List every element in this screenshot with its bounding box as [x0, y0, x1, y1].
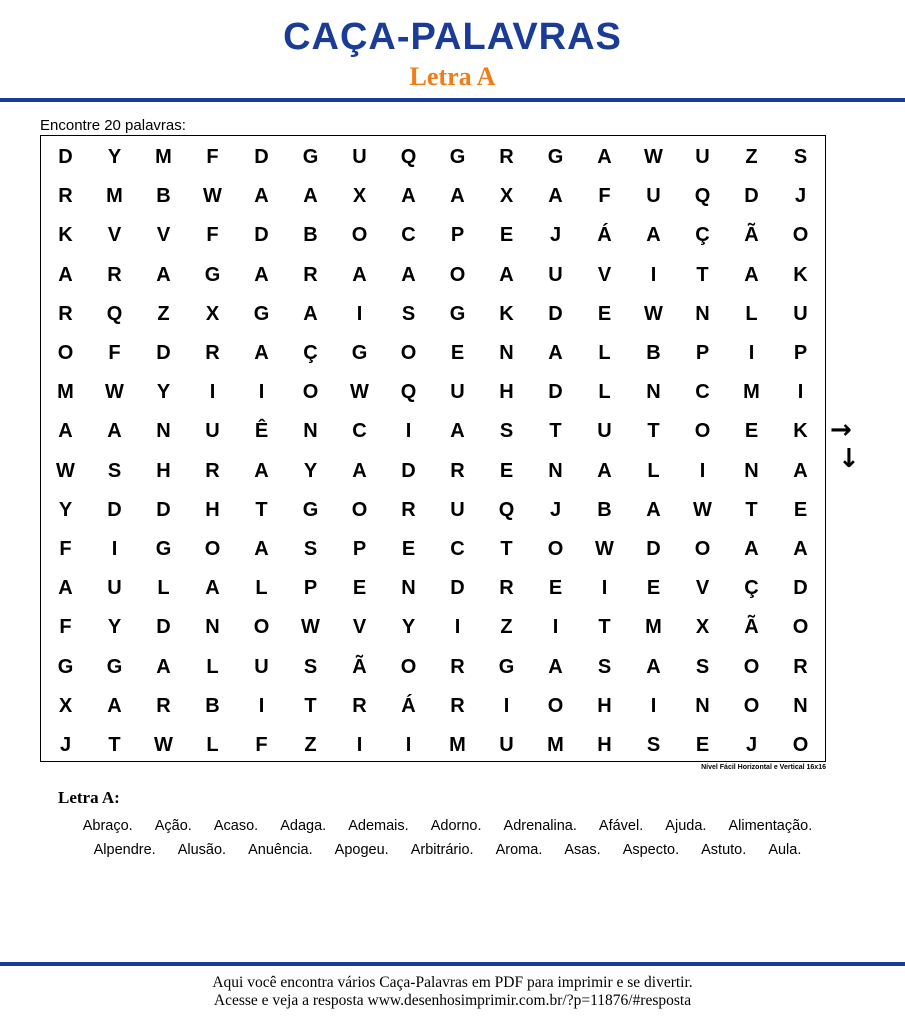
grid-letter: O — [400, 655, 417, 678]
grid-letter: U — [499, 733, 514, 756]
grid-letter: A — [205, 577, 220, 600]
grid-letter: G — [57, 655, 74, 678]
grid-letter: X — [352, 185, 367, 208]
grid-letter: X — [499, 185, 514, 208]
word-list-item: Astuto. — [701, 841, 747, 858]
grid-letter: I — [699, 459, 706, 482]
arrow-right-icon: → — [830, 415, 852, 445]
grid-letter: E — [401, 537, 416, 560]
grid-letter: Ã — [744, 224, 759, 247]
grid-letter: D — [254, 146, 269, 169]
grid-letter: Ç — [744, 577, 759, 600]
grid-letter: J — [549, 224, 562, 247]
grid-letter: V — [107, 224, 122, 247]
difficulty-note: Nível Fácil Horizontal e Vertical 16x16 — [701, 764, 826, 771]
grid-letter: R — [303, 263, 318, 286]
grid-letter: I — [601, 577, 608, 600]
grid-letter: X — [695, 616, 710, 639]
grid-letter: W — [644, 302, 663, 325]
grid-letter: A — [58, 420, 73, 443]
grid-letter: B — [205, 694, 220, 717]
grid-letter: W — [693, 498, 712, 521]
grid-letter: N — [303, 420, 318, 443]
grid-letter: A — [254, 263, 269, 286]
grid-letter: K — [58, 224, 73, 247]
word-list-item: Aroma. — [495, 841, 543, 858]
grid-letter: N — [401, 577, 416, 600]
grid-letter: L — [598, 342, 611, 365]
puzzle-instruction: Encontre 20 palavras: — [40, 117, 186, 134]
grid-letter: R — [450, 694, 465, 717]
grid-letter: L — [647, 459, 660, 482]
grid-letter: T — [598, 616, 611, 639]
grid-letter: M — [743, 381, 760, 404]
grid-letter: F — [108, 342, 121, 365]
grid-letter: Z — [500, 616, 513, 639]
grid-letter: H — [597, 694, 612, 717]
grid-letter: G — [547, 146, 564, 169]
grid-letter: S — [597, 655, 612, 678]
grid-letter: Q — [400, 381, 417, 404]
grid-letter: Y — [107, 146, 122, 169]
grid-letter: R — [499, 146, 514, 169]
grid-letter: T — [647, 420, 660, 443]
word-list — [50, 815, 845, 862]
grid-letter: O — [743, 655, 760, 678]
grid-letter: T — [304, 694, 317, 717]
grid-letter: U — [646, 185, 661, 208]
grid-letter: I — [650, 694, 657, 717]
grid-letter: F — [59, 537, 72, 560]
grid-letter: D — [793, 577, 808, 600]
footer — [0, 974, 905, 1010]
grid-letter: A — [744, 263, 759, 286]
grid-letter: O — [547, 537, 564, 560]
grid-letter: D — [254, 224, 269, 247]
grid-letter: K — [793, 263, 808, 286]
grid-letter: O — [547, 694, 564, 717]
grid-letter: S — [793, 146, 808, 169]
grid-letter: A — [352, 263, 367, 286]
grid-letter: D — [156, 342, 171, 365]
grid-letter: A — [352, 459, 367, 482]
grid-letter: W — [350, 381, 369, 404]
grid-letter: K — [793, 420, 808, 443]
word-search-grid — [41, 138, 825, 765]
grid-letter: A — [107, 420, 122, 443]
grid-letter: N — [744, 459, 759, 482]
grid-letter: A — [156, 655, 171, 678]
grid-letter: F — [598, 185, 611, 208]
grid-letter: A — [793, 459, 808, 482]
grid-letter: X — [58, 694, 73, 717]
grid-letter: P — [793, 342, 808, 365]
grid-letter: A — [646, 498, 661, 521]
grid-letter: O — [351, 498, 368, 521]
grid-letter: V — [352, 616, 367, 639]
grid-letter: W — [56, 459, 75, 482]
grid-letter: N — [695, 302, 710, 325]
grid-letter: B — [303, 224, 318, 247]
grid-letter: D — [156, 498, 171, 521]
grid-letter: O — [253, 616, 270, 639]
grid-letter: E — [646, 577, 661, 600]
grid-letter: I — [405, 420, 412, 443]
grid-letter: G — [498, 655, 515, 678]
grid-letter: G — [449, 146, 466, 169]
grid-letter: M — [449, 733, 466, 756]
grid-letter: G — [302, 498, 319, 521]
grid-letter: I — [454, 616, 461, 639]
grid-letter: O — [694, 420, 711, 443]
grid-letter: D — [548, 302, 563, 325]
grid-letter: I — [503, 694, 510, 717]
grid-letter: G — [106, 655, 123, 678]
grid-letter: O — [743, 694, 760, 717]
grid-letter: K — [499, 302, 514, 325]
header-divider — [0, 98, 905, 102]
grid-letter: J — [549, 498, 562, 521]
grid-letter: O — [204, 537, 221, 560]
grid-letter: I — [748, 342, 755, 365]
grid-letter: V — [156, 224, 171, 247]
grid-letter: E — [793, 498, 808, 521]
grid-letter: W — [644, 146, 663, 169]
page-subtitle: Letra A — [409, 62, 496, 91]
grid-letter: B — [156, 185, 171, 208]
grid-letter: Z — [304, 733, 317, 756]
grid-letter: D — [548, 381, 563, 404]
grid-letter: C — [450, 537, 465, 560]
grid-letter: A — [254, 342, 269, 365]
grid-letter: A — [548, 185, 563, 208]
word-list-item: Adorno. — [430, 818, 482, 834]
grid-letter: L — [255, 577, 268, 600]
grid-letter: Y — [156, 381, 171, 404]
grid-letter: N — [646, 381, 661, 404]
grid-letter: G — [253, 302, 270, 325]
word-list-heading: Letra A: — [58, 788, 120, 807]
grid-letter: N — [205, 616, 220, 639]
grid-letter: R — [793, 655, 808, 678]
word-list-item: Afável. — [598, 818, 644, 834]
grid-letter: A — [401, 185, 416, 208]
grid-letter: T — [696, 263, 709, 286]
grid-letter: Y — [303, 459, 318, 482]
footer-divider — [0, 962, 905, 966]
grid-letter: C — [352, 420, 367, 443]
grid-letter: Q — [498, 498, 515, 521]
grid-letter: E — [352, 577, 367, 600]
grid-letter: S — [646, 733, 661, 756]
grid-letter: L — [598, 381, 611, 404]
grid-letter: A — [597, 459, 612, 482]
grid-letter: J — [794, 185, 807, 208]
grid-letter: J — [745, 733, 758, 756]
grid-letter: T — [500, 537, 513, 560]
grid-letter: O — [792, 224, 809, 247]
grid-letter: N — [695, 694, 710, 717]
grid-letter: S — [695, 655, 710, 678]
grid-letter: M — [547, 733, 564, 756]
grid-letter: J — [59, 733, 72, 756]
grid-letter: Q — [400, 146, 417, 169]
word-list-item: Ação. — [154, 818, 192, 834]
grid-letter: M — [155, 146, 172, 169]
grid-letter: A — [646, 224, 661, 247]
grid-letter: A — [646, 655, 661, 678]
grid-letter: U — [107, 577, 122, 600]
word-list-item: Abraço. — [82, 818, 133, 834]
grid-letter: U — [450, 498, 465, 521]
word-search-grid-frame — [40, 135, 826, 762]
grid-letter: F — [59, 616, 72, 639]
grid-letter: A — [499, 263, 514, 286]
grid-letter: I — [405, 733, 412, 756]
word-list-item: Alusão. — [177, 841, 227, 858]
grid-letter: W — [105, 381, 124, 404]
grid-letter: A — [303, 185, 318, 208]
grid-letter: Y — [107, 616, 122, 639]
grid-letter: N — [548, 459, 563, 482]
grid-letter: M — [645, 616, 662, 639]
grid-letter: X — [205, 302, 220, 325]
grid-letter: U — [695, 146, 710, 169]
grid-letter: G — [302, 146, 319, 169]
grid-letter: S — [401, 302, 416, 325]
grid-letter: Z — [157, 302, 170, 325]
grid-letter: R — [58, 185, 73, 208]
grid-letter: T — [745, 498, 758, 521]
grid-letter: I — [209, 381, 216, 404]
grid-letter: O — [792, 616, 809, 639]
word-list-item: Alpendre. — [93, 841, 156, 858]
grid-letter: I — [797, 381, 804, 404]
grid-letter: Q — [694, 185, 711, 208]
grid-letter: F — [255, 733, 268, 756]
grid-letter: B — [646, 342, 661, 365]
grid-letter: G — [155, 537, 172, 560]
grid-letter: Ç — [695, 224, 710, 247]
grid-letter: U — [352, 146, 367, 169]
grid-letter: R — [401, 498, 416, 521]
grid-letter: W — [154, 733, 173, 756]
grid-letter: A — [450, 420, 465, 443]
grid-letter: H — [156, 459, 171, 482]
word-list-item: Adaga. — [280, 818, 327, 834]
grid-letter: F — [206, 146, 219, 169]
grid-letter: I — [258, 694, 265, 717]
grid-letter: D — [744, 185, 759, 208]
grid-letter: O — [351, 224, 368, 247]
grid-letter: S — [303, 537, 318, 560]
grid-letter: U — [450, 381, 465, 404]
grid-letter: G — [351, 342, 368, 365]
grid-letter: E — [597, 302, 612, 325]
word-list-item: Ajuda. — [665, 818, 707, 834]
word-list-item: Alimentação. — [728, 818, 813, 834]
grid-letter: O — [302, 381, 319, 404]
grid-letter: I — [258, 381, 265, 404]
grid-letter: A — [450, 185, 465, 208]
grid-letter: U — [548, 263, 563, 286]
grid-letter: R — [499, 577, 514, 600]
grid-letter: E — [695, 733, 710, 756]
word-list-item: Ademais. — [348, 818, 409, 834]
grid-letter: A — [254, 537, 269, 560]
grid-letter: D — [450, 577, 465, 600]
grid-letter: R — [107, 263, 122, 286]
grid-letter: S — [107, 459, 122, 482]
grid-letter: E — [499, 224, 514, 247]
grid-letter: A — [254, 459, 269, 482]
word-list-item: Acaso. — [213, 818, 259, 834]
grid-letter: I — [356, 733, 363, 756]
grid-letter: A — [548, 655, 563, 678]
grid-letter: A — [744, 537, 759, 560]
grid-letter: A — [597, 146, 612, 169]
grid-letter: V — [695, 577, 710, 600]
grid-letter: W — [301, 616, 320, 639]
grid-letter: A — [58, 577, 73, 600]
grid-letter: H — [597, 733, 612, 756]
grid-letter: Y — [58, 498, 73, 521]
arrow-down-icon: ↓ — [838, 444, 860, 474]
grid-letter: D — [401, 459, 416, 482]
grid-letter: D — [646, 537, 661, 560]
grid-letter: L — [157, 577, 170, 600]
grid-letter: R — [450, 655, 465, 678]
grid-letter: D — [107, 498, 122, 521]
grid-letter: F — [206, 224, 219, 247]
grid-letter: L — [206, 733, 219, 756]
grid-letter: P — [352, 537, 367, 560]
footer-line-2: Acesse e veja a resposta www.desenhosimprimir.com.br/?p=11876/#resposta — [213, 992, 692, 1009]
grid-letter: N — [793, 694, 808, 717]
grid-letter: Ã — [744, 616, 759, 639]
grid-letter: G — [204, 263, 221, 286]
grid-letter: A — [107, 694, 122, 717]
grid-letter: O — [400, 342, 417, 365]
footer-line-1: Aqui você encontra vários Caça-Palavras em PDF para imprimir e se divertir. — [212, 974, 693, 991]
grid-letter: U — [254, 655, 269, 678]
grid-letter: A — [254, 185, 269, 208]
grid-letter: N — [499, 342, 514, 365]
word-list-item: Adrenalina. — [503, 818, 577, 834]
grid-letter: U — [597, 420, 612, 443]
grid-letter: D — [156, 616, 171, 639]
grid-letter: H — [499, 381, 514, 404]
grid-letter: L — [206, 655, 219, 678]
grid-letter: B — [597, 498, 612, 521]
grid-letter: M — [106, 185, 123, 208]
grid-letter: Q — [106, 302, 123, 325]
word-list-item: Arbitrário. — [410, 841, 474, 858]
grid-letter: A — [58, 263, 73, 286]
grid-letter: A — [548, 342, 563, 365]
grid-letter: S — [303, 655, 318, 678]
grid-letter: E — [548, 577, 563, 600]
grid-letter: I — [356, 302, 363, 325]
grid-letter: D — [58, 146, 73, 169]
grid-letter: E — [499, 459, 514, 482]
grid-letter: Á — [597, 224, 612, 247]
grid-letter: R — [58, 302, 73, 325]
grid-letter: R — [205, 342, 220, 365]
grid-letter: E — [744, 420, 759, 443]
grid-letter: Á — [401, 694, 416, 717]
grid-letter: C — [695, 381, 710, 404]
grid-letter: O — [694, 537, 711, 560]
grid-letter: U — [793, 302, 808, 325]
grid-letter: Ç — [303, 342, 318, 365]
grid-letter: T — [255, 498, 268, 521]
grid-letter: T — [549, 420, 562, 443]
grid-letter: A — [793, 537, 808, 560]
grid-letter: A — [303, 302, 318, 325]
grid-letter: N — [156, 420, 171, 443]
page-title: CAÇA-PALAVRAS — [283, 16, 622, 58]
grid-letter: I — [650, 263, 657, 286]
grid-letter: E — [450, 342, 465, 365]
grid-letter: Ê — [254, 420, 269, 443]
grid-letter: V — [597, 263, 612, 286]
word-list-item: Apogeu. — [334, 841, 389, 858]
grid-letter: C — [401, 224, 416, 247]
grid-letter: Ã — [352, 655, 367, 678]
grid-letter: A — [401, 263, 416, 286]
grid-letter: P — [695, 342, 710, 365]
grid-letter: R — [205, 459, 220, 482]
grid-letter: I — [552, 616, 559, 639]
grid-letter: W — [595, 537, 614, 560]
grid-letter: O — [449, 263, 466, 286]
word-list-item: Asas. — [564, 841, 601, 858]
grid-letter: Y — [401, 616, 416, 639]
grid-letter: T — [108, 733, 121, 756]
grid-letter: P — [303, 577, 318, 600]
grid-letter: R — [450, 459, 465, 482]
grid-letter: G — [449, 302, 466, 325]
grid-letter: R — [156, 694, 171, 717]
grid-letter: H — [205, 498, 220, 521]
grid-letter: O — [57, 342, 74, 365]
grid-letter: S — [499, 420, 514, 443]
word-list-item: Anuência. — [248, 841, 313, 858]
grid-letter: W — [203, 185, 222, 208]
grid-letter: P — [450, 224, 465, 247]
word-list-item: Aula. — [768, 841, 802, 858]
grid-letter: L — [745, 302, 758, 325]
grid-letter: I — [111, 537, 118, 560]
grid-letter: R — [352, 694, 367, 717]
grid-letter: M — [57, 381, 74, 404]
word-list-item: Aspecto. — [622, 841, 680, 858]
grid-letter: Z — [745, 146, 758, 169]
grid-letter: O — [792, 733, 809, 756]
grid-letter: A — [156, 263, 171, 286]
grid-letter: U — [205, 420, 220, 443]
